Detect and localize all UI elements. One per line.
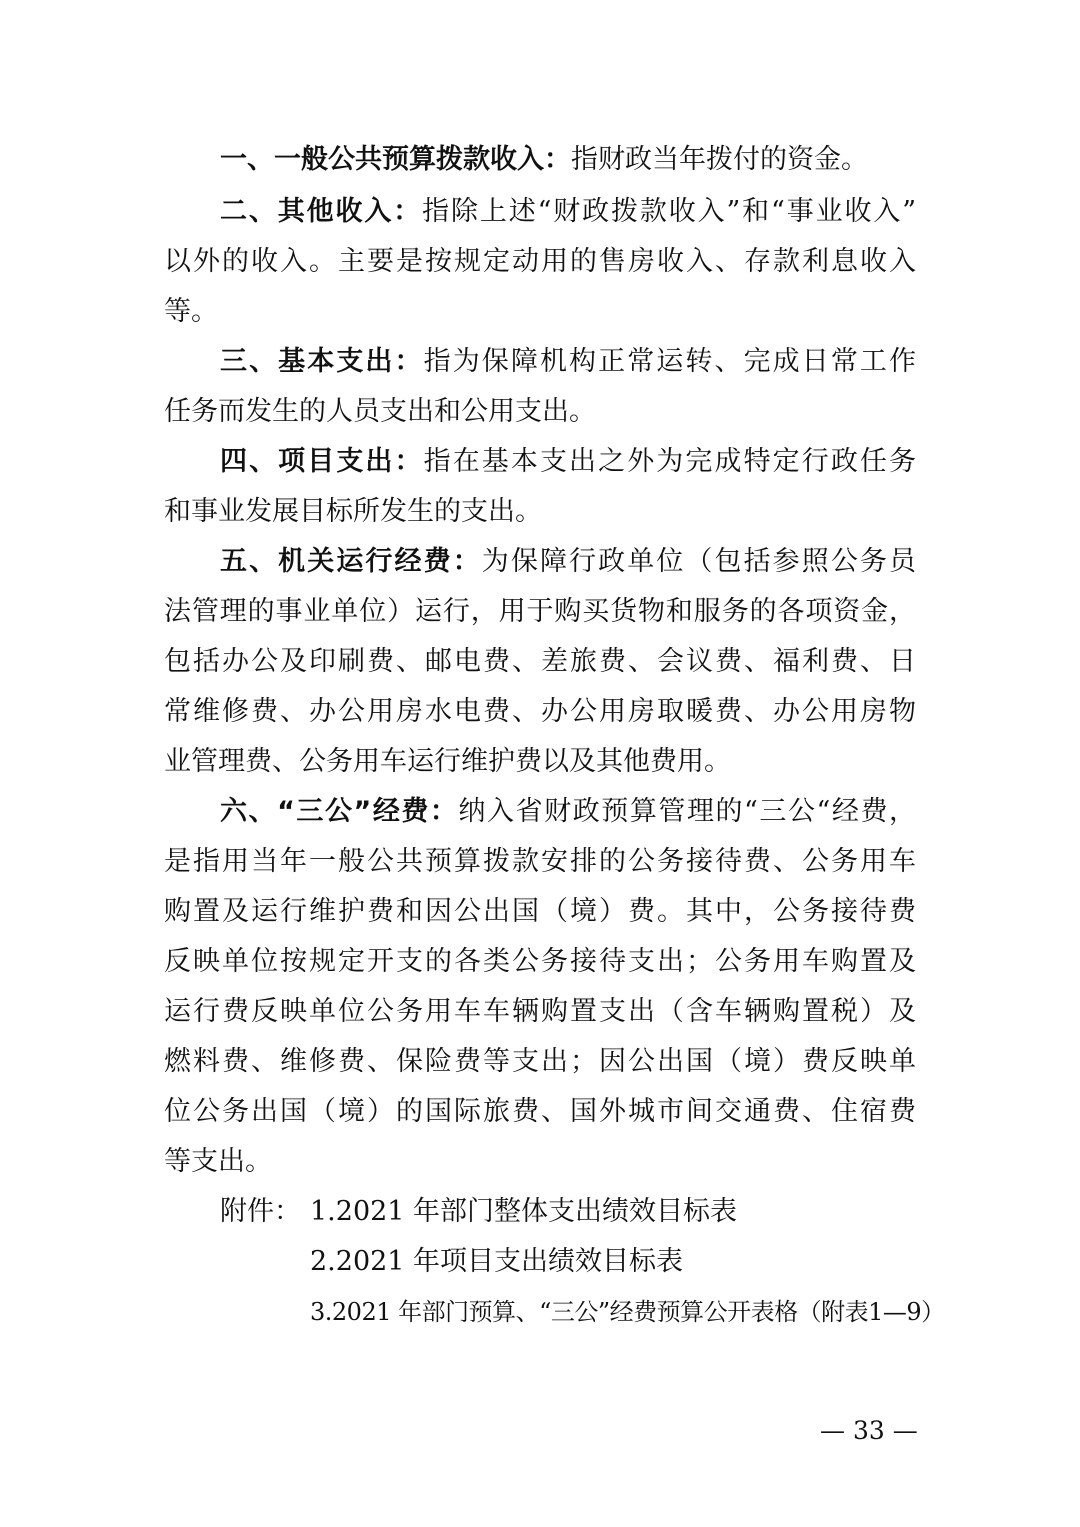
section-1-term: 一、一般公共预算拨款收入： [220,144,571,175]
section-4-term: 四、项目支出： [220,446,424,477]
section-5-line-1: 五、机关运行经费：为保障行政单位（包括参照公务员 [220,546,917,577]
section-6-line-6: 燃料费、维修费、保险费等支出；因公出国（境）费反映单 [164,1046,916,1077]
section-6-line-8: 等支出。 [164,1146,272,1177]
page-number: — 33 — [820,1416,918,1445]
section-6-line-1: 六、“三公”经费：纳入省财政预算管理的“三公“经费， [220,796,916,827]
attachment-item-2: 2.2021 年项目支出绩效目标表 [310,1246,684,1277]
section-4-line-2: 和事业发展目标所发生的支出。 [164,496,542,527]
section-3-term: 三、基本支出： [220,346,424,377]
section-5-line-5: 业管理费、公务用车运行维护费以及其他费用。 [164,746,731,777]
section-2-line-1: 二、其他收入：指除上述“财政拨款收入”和“事业收入” [220,196,917,227]
section-3-line-2: 任务而发生的人员支出和公用支出。 [164,396,596,427]
section-6-line-7: 位公务出国（境）的国际旅费、国外城市间交通费、住宿费 [164,1096,916,1127]
attachment-item-3: 3.2021 年部门预算、“三公”经费预算公开表格（附表1—9） [310,1298,945,1326]
attachment-item-1: 1.2021 年部门整体支出绩效目标表 [310,1196,738,1227]
section-5-line-2: 法管理的事业单位）运行，用于购买货物和服务的各项资金， [164,596,916,627]
section-4-line-1: 四、项目支出：指在基本支出之外为完成特定行政任务 [220,446,916,477]
section-6-line-4: 反映单位按规定开支的各类公务接待支出；公务用车购置及 [164,946,916,977]
section-5-term: 五、机关运行经费： [220,546,482,577]
section-3-line-1: 三、基本支出：指为保障机构正常运转、完成日常工作 [220,346,916,377]
attachments-label: 附件： [220,1196,301,1227]
section-6-term: 六、“三公”经费： [220,796,459,827]
section-5-line-3: 包括办公及印刷费、邮电费、差旅费、会议费、福利费、日 [164,646,916,677]
section-6-line-2: 是指用当年一般公共预算拨款安排的公务接待费、公务用车 [164,846,916,877]
section-2-term: 二、其他收入： [220,196,423,227]
section-1-line-1: 一、一般公共预算拨款收入：指财政当年拨付的资金。 [220,144,868,175]
section-5-line-4: 常维修费、办公用房水电费、办公用房取暖费、办公用房物 [164,696,916,727]
section-2-line-3: 等。 [164,296,218,327]
section-2-line-2: 以外的收入。主要是按规定动用的售房收入、存款利息收入 [164,246,916,277]
section-6-line-5: 运行费反映单位公务用车车辆购置支出（含车辆购置税）及 [164,996,916,1027]
section-6-line-3: 购置及运行维护费和因公出国（境）费。其中，公务接待费 [164,896,916,927]
